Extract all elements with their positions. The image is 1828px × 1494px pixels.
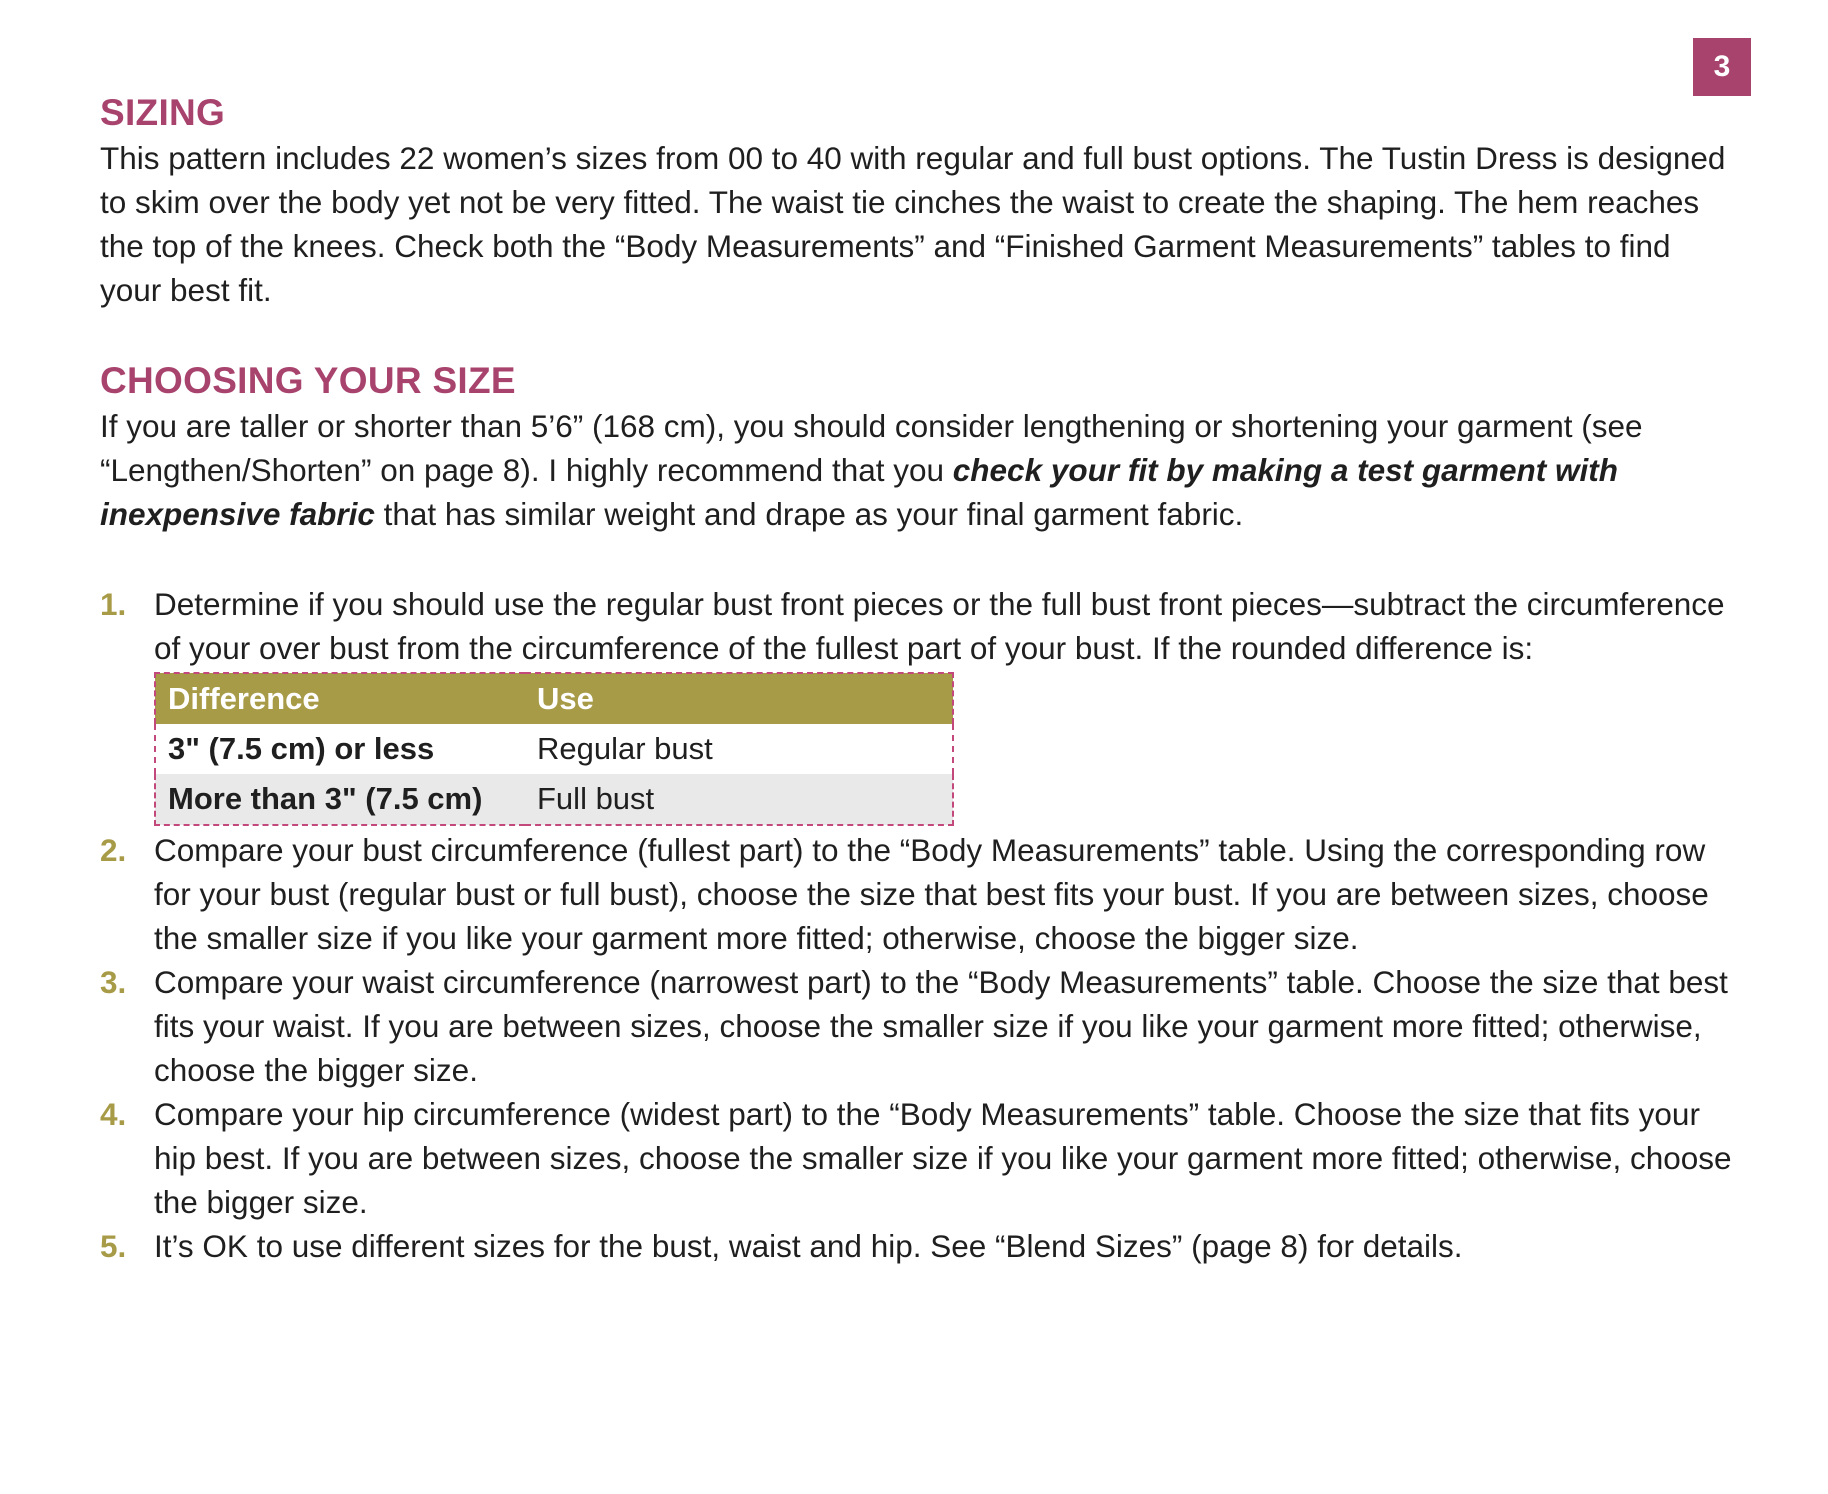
step-item xyxy=(100,828,1740,960)
table-header-use: Use xyxy=(525,673,953,724)
step-text: Compare your hip circumference (widest part) to the “Body Measurements” table. Choose the size that fits your hip best. If you are between sizes, choose the smaller size if you like your garment more fitted; otherwise, choose the bigger size. xyxy=(154,1096,1732,1220)
choosing-size-paragraph xyxy=(100,404,1740,536)
step-text: Compare your waist circumference (narrowest part) to the “Body Measurements” table. Choose the size that best fits your waist. If you are between sizes, choose the smaller size if you like your garment more fitted; otherwise, choose the bigger size. xyxy=(154,964,1728,1088)
table-cell-use: Regular bust xyxy=(537,731,713,766)
step-number: 3. xyxy=(100,964,127,1000)
step-item xyxy=(100,582,1740,826)
test-garment-emphasis: check your fit by making a test garment with inexpensive fabric xyxy=(100,452,1618,532)
table-cell-use: Full bust xyxy=(525,774,953,825)
difference-table xyxy=(154,672,954,826)
step-number: 1. xyxy=(100,586,127,622)
table-cell-difference: More than 3" (7.5 cm) xyxy=(155,774,525,825)
step-number: 5. xyxy=(100,1228,127,1264)
step-number: 4. xyxy=(100,1096,127,1132)
choosing-size-heading: CHOOSING YOUR SIZE xyxy=(100,360,516,401)
table-row xyxy=(155,724,953,774)
table-row xyxy=(155,774,953,825)
step-item xyxy=(100,1092,1740,1224)
step-text: It’s OK to use different sizes for the bust, waist and hip. See “Blend Sizes” (page 8) for details. xyxy=(154,1228,1463,1264)
step-item xyxy=(100,960,1740,1092)
choosing-size-text-end: that has similar weight and drape as your final garment fabric. xyxy=(374,496,1244,532)
page-number-badge: 3 xyxy=(1693,38,1751,96)
table-header-row xyxy=(155,673,953,724)
step-item xyxy=(100,1224,1740,1268)
step-text: Compare your bust circumference (fullest part) to the “Body Measurements” table. Using the corresponding row for your bust (regular bust or full bust), choose the size that best fits your bust. If you are between sizes, choose the smaller size if you like your garment more fitted; otherwise, choose the bigger size. xyxy=(154,832,1709,956)
page-content xyxy=(100,90,1740,1268)
choosing-size-text-start: If you are taller or shorter than 5’6” (168 cm), you should consider lengthening or shortening your garment (see “Lengthen/Shorten” on page 8). I highly recommend that you xyxy=(100,408,1643,488)
table-header-difference: Difference xyxy=(155,673,525,724)
table-cell-difference: 3" (7.5 cm) or less xyxy=(168,731,435,766)
sizing-paragraph: This pattern includes 22 women’s sizes from 00 to 40 with regular and full bust options. The Tustin Dress is designed to skim over the body yet not be very fitted. The waist tie cinches the waist to create the shaping. The hem reaches the top of the knees. Check both the “Body Measurements” and “Finished Garment Measurements” tables to find your best fit. xyxy=(100,140,1726,308)
sizing-heading: SIZING xyxy=(100,92,226,133)
sizing-steps-list xyxy=(100,582,1740,1268)
step-text: Determine if you should use the regular bust front pieces or the full bust front pieces—subtract the circumference of your over bust from the circumference of the fullest part of your bust. If the rounded difference is: xyxy=(154,586,1725,666)
step-number: 2. xyxy=(100,832,127,868)
